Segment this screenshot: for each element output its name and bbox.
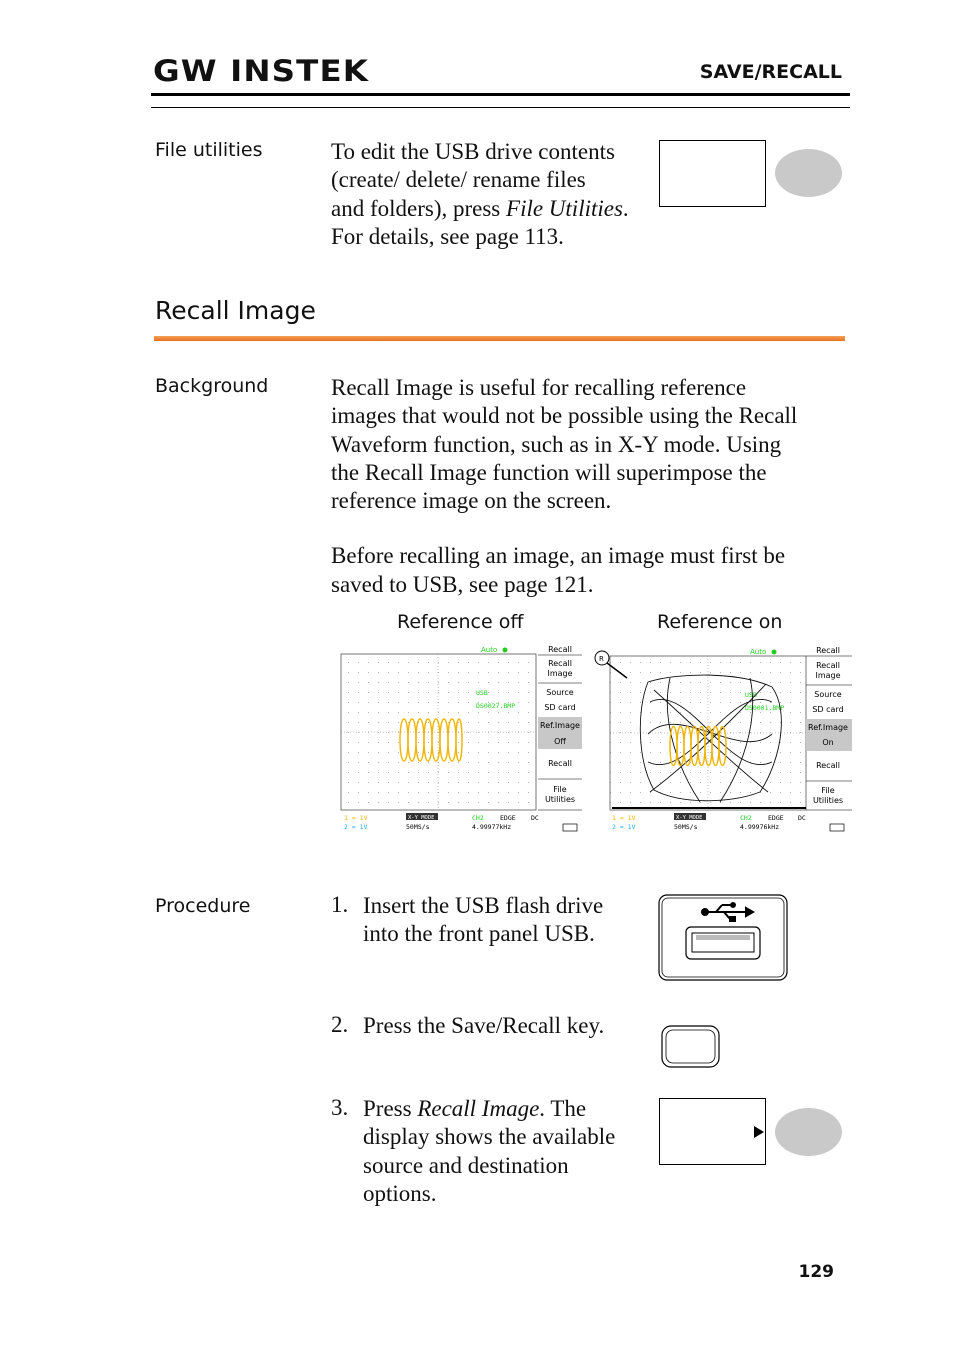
svg-text:Recall: Recall <box>816 661 840 670</box>
svg-text:Utilities: Utilities <box>544 795 576 804</box>
status-bar <box>612 813 806 831</box>
svg-text:DC: DC <box>798 814 806 822</box>
recall-image-softkey-display <box>659 1098 766 1165</box>
usb-label: USB <box>745 691 757 699</box>
svg-text:2 = 1V: 2 = 1V <box>612 823 636 831</box>
file-utilities-softkey-display <box>659 140 766 207</box>
svg-text:On: On <box>822 738 834 747</box>
svg-text:SD card: SD card <box>544 703 576 712</box>
recall-image-heading: Recall Image <box>155 296 316 325</box>
page-number: 129 <box>798 1262 834 1282</box>
trigger-status: Auto <box>750 648 767 656</box>
usb-file: DS0027.BMP <box>476 702 516 710</box>
svg-text:4.99976kHz: 4.99976kHz <box>740 823 780 831</box>
save-recall-key[interactable] <box>660 1024 722 1070</box>
file-utilities-text: To edit the USB drive contents (create/ delete/ rename files and folders), press File Utilities. For details, see page 113. <box>331 139 629 249</box>
heading-underline <box>154 336 845 341</box>
svg-text:File: File <box>821 786 835 795</box>
step-2-number: 2. <box>331 1012 349 1037</box>
usb-status-icon <box>563 824 577 831</box>
svg-text:2 = 1V: 2 = 1V <box>344 823 368 831</box>
svg-text:1 = 1V: 1 = 1V <box>344 814 368 822</box>
header-rule-thick <box>151 93 850 96</box>
trigger-status: Auto <box>481 646 498 654</box>
step-2-text: Press the Save/Recall key. <box>363 1013 605 1038</box>
scope-screen-reference-off <box>338 642 583 834</box>
submenu-arrow-icon <box>754 1126 764 1138</box>
svg-text:Recall: Recall <box>816 761 840 770</box>
usb-file: DS0001.BMP <box>745 704 785 712</box>
usb-port-icon <box>658 894 788 982</box>
trigger-led-icon <box>772 650 777 655</box>
step-3-number: 3. <box>331 1095 349 1120</box>
svg-text:R: R <box>599 655 604 663</box>
scope-screen-reference-on <box>590 642 854 834</box>
usb-status-icon <box>830 824 844 831</box>
trigger-led-icon <box>503 648 508 653</box>
svg-text:Recall: Recall <box>548 645 572 654</box>
svg-text:EDGE: EDGE <box>768 814 784 822</box>
svg-text:SD card: SD card <box>812 705 844 714</box>
svg-text:Recall: Recall <box>548 759 572 768</box>
svg-text:CH2: CH2 <box>740 814 752 822</box>
svg-text:Source: Source <box>546 688 574 697</box>
svg-text:DC: DC <box>531 814 539 822</box>
softkey-menu <box>806 646 852 810</box>
recall-image-softkey-button[interactable] <box>775 1108 842 1156</box>
softkey-menu <box>538 645 582 810</box>
usb-label: USB <box>476 689 488 697</box>
svg-text:EDGE: EDGE <box>500 814 516 822</box>
brand-logo: GW INSTEK <box>153 54 370 88</box>
step-1-text: Insert the USB flash drive into the front panel USB. <box>363 893 604 947</box>
svg-text:Ref.Image: Ref.Image <box>540 721 580 730</box>
svg-text:Image: Image <box>815 671 841 680</box>
svg-text:File: File <box>553 785 567 794</box>
background-label: Background <box>155 375 269 397</box>
svg-text:X-Y MODE: X-Y MODE <box>676 815 703 821</box>
step-1-number: 1. <box>331 892 349 917</box>
header-rule-thin <box>151 107 850 108</box>
svg-text:X-Y MODE: X-Y MODE <box>408 815 435 821</box>
svg-text:50MS/s: 50MS/s <box>674 823 698 831</box>
svg-text:Off: Off <box>554 737 566 746</box>
file-utilities-softkey-button[interactable] <box>775 149 842 197</box>
step-3-text: Press Recall Image. The display shows the available source and destination options. <box>363 1096 616 1206</box>
svg-text:4.99977kHz: 4.99977kHz <box>472 823 512 831</box>
svg-text:Ref.Image: Ref.Image <box>808 723 848 732</box>
svg-text:50MS/s: 50MS/s <box>406 823 430 831</box>
svg-text:Utilities: Utilities <box>812 796 844 805</box>
svg-text:Recall: Recall <box>816 646 840 655</box>
background-text: Recall Image is useful for recalling reference images that would not be possible using the Recall Waveform function, such as in X-Y mode. Using the Recall Image function will superimpose the reference image on the screen. Before recalling an image, an image must first be saved to USB, see page 121. <box>331 375 798 597</box>
caption-reference-on: Reference on <box>657 611 783 633</box>
caption-reference-off: Reference off <box>397 611 524 633</box>
svg-text:CH2: CH2 <box>472 814 484 822</box>
svg-text:Recall: Recall <box>548 659 572 668</box>
svg-text:Source: Source <box>814 690 842 699</box>
section-title: SAVE/RECALL <box>699 61 842 83</box>
procedure-label: Procedure <box>155 895 251 917</box>
svg-text:Image: Image <box>547 669 573 678</box>
status-bar <box>344 813 539 831</box>
svg-text:1 = 1V: 1 = 1V <box>612 814 636 822</box>
file-utilities-label: File utilities <box>155 139 263 161</box>
